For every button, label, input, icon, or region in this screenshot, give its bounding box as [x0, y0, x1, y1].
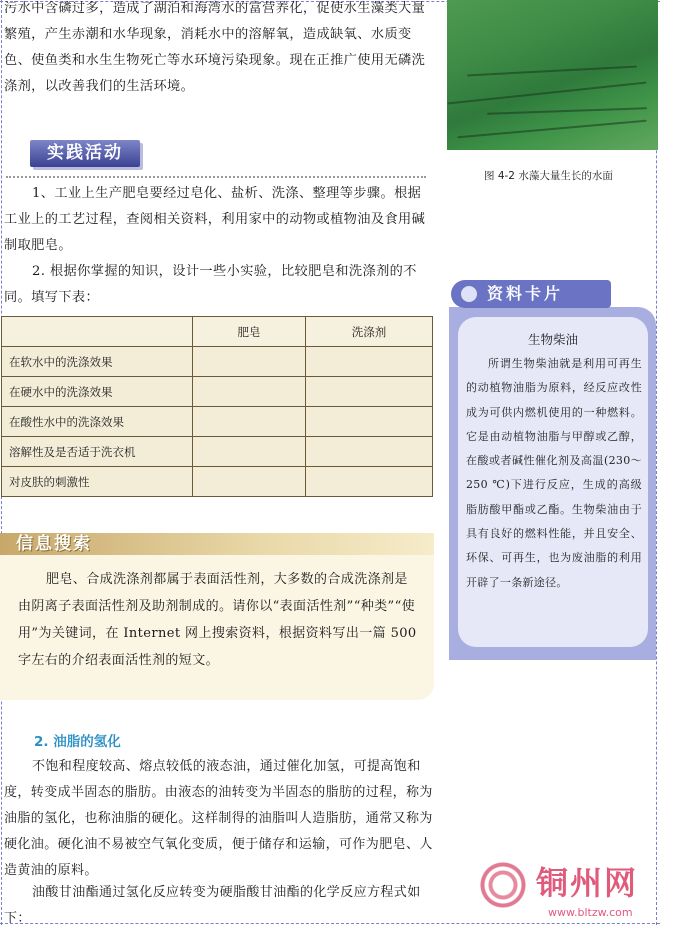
table-row-label: 在硬水中的洗涤效果 [2, 377, 193, 407]
activity-item-2: 2. 根据你掌握的知识，设计一些小实验，比较肥皂和洗涤剂的不同。填写下表： [4, 264, 417, 305]
data-card-tab [451, 280, 611, 308]
table-cell[interactable] [306, 347, 433, 377]
table-row-label: 在酸性水中的洗涤效果 [2, 407, 193, 437]
table-cell[interactable] [193, 347, 306, 377]
table-cell[interactable] [193, 407, 306, 437]
section-paragraph-2: 油酸甘油酯通过氢化反应转变为硬脂酸甘油酯的化学反应方程式如下： [4, 885, 421, 926]
table-header-cell [2, 317, 193, 347]
activity-item-1: 1、工业上生产肥皂要经过皂化、盐析、洗涤、整理等步骤。根据工业上的工艺过程，查阅相关资料，利用家中的动物或植物油及食用碱制取肥皂。 [4, 186, 426, 253]
section-paragraph-1: 不饱和程度较高、熔点较低的液态油，通过催化加氢，可提高饱和度，转变成半固态的脂肪。由液态的油转变为半固态的脂肪的过程，称为油脂的氢化，也称油脂的硬化。这样制得的油脂叫人造脂肪，通常又称为硬化油。硬化油不易被空气氧化变质，便于储存和运输，可作为肥皂、人造黄油的原料。 [4, 759, 433, 878]
data-card-tab-label: 资料卡片 [487, 284, 564, 303]
table-cell[interactable] [306, 407, 433, 437]
table-row-label: 溶解性及是否适于洗衣机 [2, 437, 193, 467]
table-cell[interactable] [306, 467, 433, 497]
comparison-table [1, 316, 433, 497]
data-card-body: 所谓生物柴油就是利用可再生的动植物油脂为原料，经反应改性成为可供内燃机使用的一种燃料。它是由动植物油脂与甲醇或乙醇，在酸或者碱性催化剂及高温(230～250 ℃)下进行反应，生成的高级脂肪酸甲酯或乙酯。生物柴油由于具有良好的燃料性能，并且安全、环保、可再生，也为废油脂的利用开辟了一条新途径。 [466, 357, 642, 589]
table-cell[interactable] [193, 467, 306, 497]
dotted-divider [6, 176, 426, 178]
logo-swirl-icon [478, 860, 528, 910]
section-heading: 2. 油脂的氢化 [34, 734, 121, 750]
table-row [2, 467, 433, 497]
watermark-name: 铜州网 [536, 864, 639, 902]
table-cell[interactable] [193, 377, 306, 407]
figure-caption: 图 4-2 水藻大量生长的水面 [484, 170, 613, 182]
table-header-cell: 肥皂 [193, 317, 306, 347]
watermark-logo [478, 858, 674, 924]
practice-activity-banner: 实践活动 [30, 140, 140, 167]
watermark-url: www.bltzw.com [548, 906, 633, 919]
intro-paragraph: 污水中含磷过多，造成了湖泊和海湾水的富营养化，促使水生藻类大量繁殖，产生赤潮和水华现象，消耗水中的溶解氧，造成缺氧、水质变色、使鱼类和水生生物死亡等水环境污染现象。现在正推广使用无磷洗涤剂，以改善我们的生活环境。 [4, 1, 426, 94]
table-row-label: 对皮肤的刺激性 [2, 467, 193, 497]
tab-dot-icon [461, 286, 477, 302]
table-header-cell: 洗涤剂 [306, 317, 433, 347]
data-card-title: 生物柴油 [527, 332, 578, 347]
table-row [2, 377, 433, 407]
table-cell[interactable] [306, 437, 433, 467]
table-row [2, 437, 433, 467]
table-row-label: 在软水中的洗涤效果 [2, 347, 193, 377]
info-search-title: 信息搜索 [16, 534, 92, 554]
table-header-row [2, 317, 433, 347]
info-search-text: 肥皂、合成洗涤剂都属于表面活性剂，大多数的合成洗涤剂是由阴离子表面活性剂及助剂制成的。请你以“表面活性剂”“种类”“使用”为关键词，在 Internet 网上搜索资料，根据资料写出一篇 500 字左右的介绍表面活性剂的短文。 [18, 572, 417, 668]
table-row [2, 347, 433, 377]
table-cell[interactable] [193, 437, 306, 467]
table-cell[interactable] [306, 377, 433, 407]
table-row [2, 407, 433, 437]
algae-photo [447, 0, 658, 150]
